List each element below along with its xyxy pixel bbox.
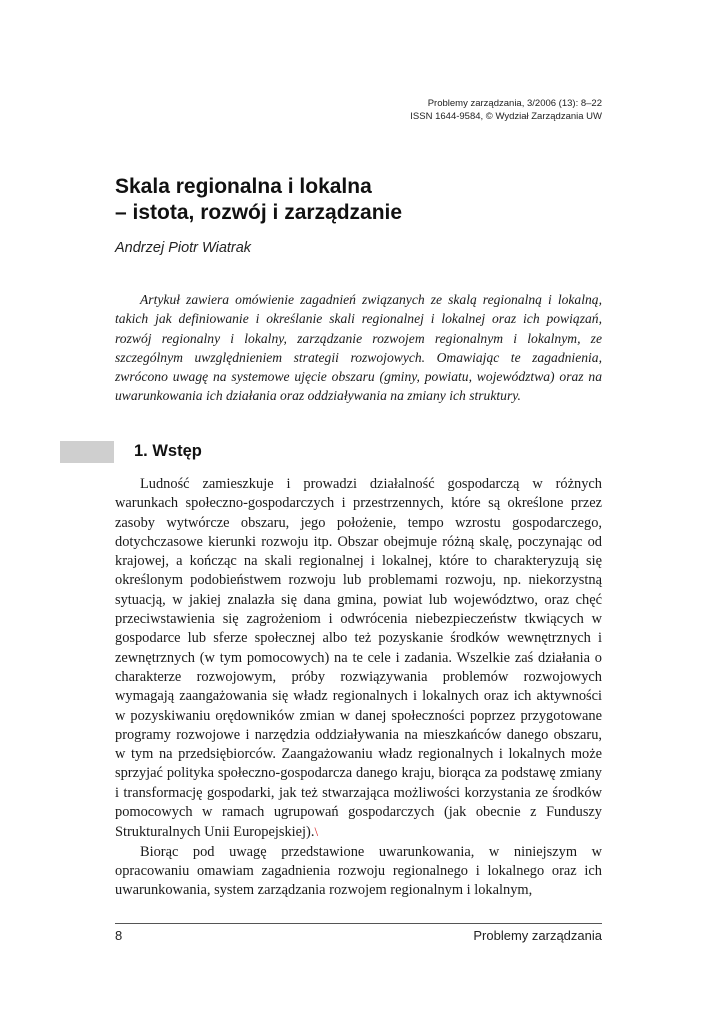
edit-mark: \ bbox=[314, 824, 319, 840]
body-paragraph-1 bbox=[115, 475, 602, 843]
article-title bbox=[115, 174, 615, 226]
issn-line: ISSN 1644-9584, © Wydział Zarządzania UW bbox=[410, 111, 602, 122]
section-heading: 1. Wstęp bbox=[134, 442, 202, 460]
title-line-2: – istota, rozwój i zarządzanie bbox=[115, 201, 403, 224]
article-abstract: Artykuł zawiera omówienie zagadnień związanych ze skalą regionalną i lokalną, takich jak definiowanie i określanie skali regionalnej i lokalnej oraz ich powiązań, rozwój regionalny i lokalny, zarządzanie rozwojem regionalnym i lokalnym, ze szczególnym uwzględnieniem strategii rozwojowych. Omawiając te zagadnienia, zwrócono uwagę na systemowe ujęcie obszaru (gminy, powiatu, województwa) oraz na uwarunkowania ich działania oraz oddziaływania na zmiany ich struktury. bbox=[115, 292, 602, 404]
journal-citation bbox=[410, 97, 602, 123]
journal-issue-line: Problemy zarządzania, 3/2006 (13): 8–22 bbox=[427, 98, 602, 109]
section-marker-bar bbox=[60, 441, 114, 463]
article-author: Andrzej Piotr Wiatrak bbox=[115, 240, 252, 256]
paragraph-1-text: Ludność zamieszkuje i prowadzi działalność gospodarczą w różnych warunkach społeczno-gospodarczych i przestrzennych, które są określone przez zasoby wytwórcze obszaru, jego położenie, tempo wzrostu gospodarczego, dotychczasowe kierunki rozwoju itp. Obszar obejmuje różną skalę, poczynając od krajowej, a kończąc na skali regionalnej i lokalnej, które to charakteryzują się określonym podobieństwem rozwoju lub problemami rozwoju, np. niekorzystną sytuacją, w jakiej znalazła się dana gmina, powiat lub województwo, oraz chęć przeciwstawienia się zagrożeniom i odwrócenia niebezpieczeństw tkwiących w gospodarce lub sferze społecznej albo też pozyskanie środków wewnętrznych i zewnętrznych (w tym pomocowych) na te cele i zadania. Wszelkie zaś działania o charakterze rozwojowym, próby rozwiązywania problemów rozwojowych wymagają zaangażowania się władz regionalnych i lokalnych oraz ich aktywności w pozyskiwaniu orędowników zmian w danej społeczności poprzez przygotowane programy rozwojowe i narzędzia oddziaływania na mieszkańców danego obszaru, w tym na przedsiębiorców. Zaangażowaniu władz regionalnych i lokalnych może sprzyjać polityka społeczno-gospodarcza danego kraju, biorąca za podstawę zmiany i transformację gospodarki, jak też stwarzająca możliwości korzystania ze środków pomocowych w ramach ugrupowań gospodarczych (jak obecnie z Funduszy Strukturalnych Unii Europejskiej). bbox=[115, 476, 602, 841]
page-number: 8 bbox=[115, 928, 123, 943]
body-text bbox=[115, 475, 602, 901]
title-line-1: Skala regionalna i lokalna bbox=[115, 175, 372, 198]
footer-divider bbox=[115, 923, 602, 924]
body-paragraph-2: Biorąc pod uwagę przedstawione uwarunkowania, w niniejszym w opracowaniu omawiam zagadnienia rozwoju regionalnego i lokalnego oraz ich uwarunkowania, system zarządzania rozwojem regionalnym i lokalnym, bbox=[115, 843, 602, 899]
footer-journal-name: Problemy zarządzania bbox=[473, 928, 602, 943]
